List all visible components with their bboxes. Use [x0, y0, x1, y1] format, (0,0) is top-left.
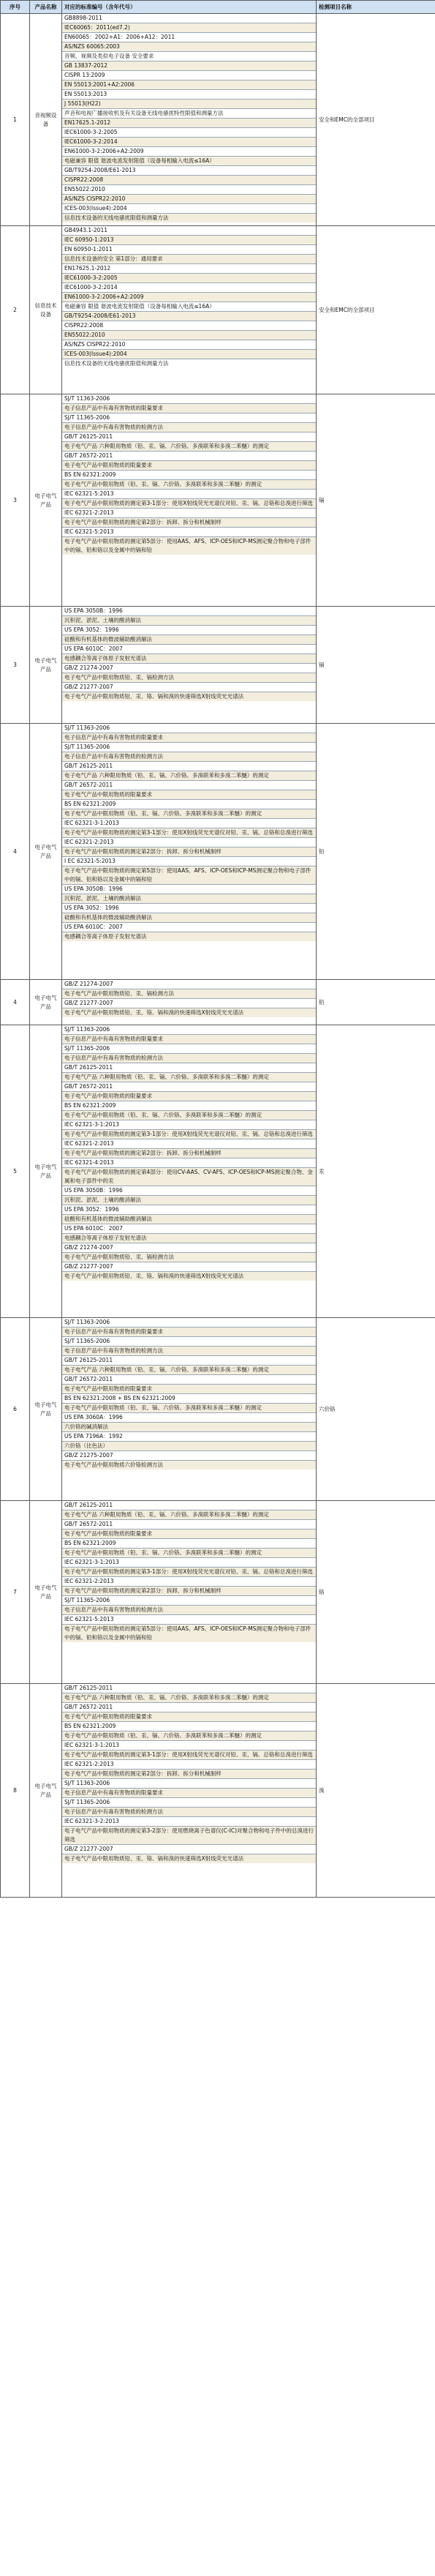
standard-line: GB/T 26125-2011 — [62, 1063, 316, 1073]
standard-line: SJ/T 11363-2006 — [62, 724, 316, 733]
standard-line: 电子电气产品中限用物质（铅、汞、镉、六价铬、多溴联苯和多溴二苯醚）的测定 — [62, 480, 316, 490]
row-standards — [62, 226, 317, 394]
standard-line: 六价铬（比色法） — [62, 1442, 316, 1451]
standard-line: IEC61000-3-2:2014 — [62, 283, 316, 293]
standard-line: GB/T 26572-2011 — [62, 452, 316, 461]
standard-line: 沉积泥、淤泥、土壤的酸消解法 — [62, 1196, 316, 1205]
standard-line: 电子电气产品中限用物质铅、汞、铬、镉和溴的快速筛选X射线荧光光谱法 — [62, 692, 316, 701]
standard-line: GB/T 26572-2011 — [62, 1082, 316, 1092]
row-serial: 6 — [1, 1318, 30, 1501]
row-serial: 2 — [1, 226, 30, 394]
standard-line: 电子电气产品中限用物质的测定第2部分：拆卸、拆分和机械制样 — [62, 1149, 316, 1158]
standard-line: IEC 62321-4:2013 — [62, 1158, 316, 1168]
standard-line: SJ/T 11365-2006 — [62, 1337, 316, 1347]
standard-line: IEC 62321-2:2013 — [62, 1577, 316, 1587]
standard-line: US EPA 3050B：1996 — [62, 607, 316, 616]
row-product-name: 音视频设备 — [30, 14, 62, 226]
standard-line: US EPA 3052：1996 — [62, 1205, 316, 1215]
standard-line: IEC 62321-3-1:2013 — [62, 1120, 316, 1130]
standard-line: 电子电气产品中限用物质的测定第3-1部分：使用X射线荧光光谱仪对铅、汞、镉、总铬和总溴进行筛选 — [62, 499, 316, 509]
table-row — [1, 1318, 435, 1501]
standard-line: IEC 62321-2:2013 — [62, 1139, 316, 1149]
standard-line: 电子电气产品中限用物质铅、汞、镉检测方法 — [62, 673, 316, 683]
table-row — [1, 724, 435, 980]
row-serial: 3 — [1, 607, 30, 724]
table-row — [1, 1025, 435, 1318]
standard-line: US EPA 6010C：2007 — [62, 645, 316, 654]
row-product-name: 电子电气产品 — [30, 394, 62, 607]
row-serial: 5 — [1, 1025, 30, 1318]
standard-line: 电子电气产品 六种限用物质（铅、汞、镉、六价铬、多溴联苯和多溴二苯醚）的测定 — [62, 771, 316, 781]
standard-line: 电子电气产品 六种限用物质（铅、汞、镉、六价铬、多溴联苯和多溴二苯醚）的测定 — [62, 1366, 316, 1375]
standard-line: 电子信息产品中有毒有害物质的检测方法 — [62, 1347, 316, 1356]
standard-line: 电子电气产品中限用物质的限量要求 — [62, 1712, 316, 1722]
row-standards — [62, 724, 317, 980]
standard-line: BS EN 62321:2009 — [62, 1539, 316, 1549]
standard-line: 电子信息产品中有毒有害物质的限量要求 — [62, 404, 316, 413]
standard-line: 电子信息产品中有毒有害物质的检测方法 — [62, 1606, 316, 1615]
standard-line: 电感耦合等离子体原子发射光谱法 — [62, 654, 316, 664]
row-test-item: 溴 — [317, 1684, 435, 1898]
row-serial: 8 — [1, 1684, 30, 1898]
standard-line: 电子电气产品 六种限用物质（铅、汞、镉、六价铬、多溴联苯和多溴二苯醚）的测定 — [62, 442, 316, 452]
standard-line: GB/T9254-2008/E61-2013 — [62, 166, 316, 176]
row-standards — [62, 980, 317, 1025]
standard-line: IEC 62321-5:2013 — [62, 528, 316, 537]
table-row — [1, 607, 435, 724]
standard-line: BS EN 62321:2009 — [62, 1101, 316, 1111]
standard-line: GB/T 26125-2011 — [62, 433, 316, 442]
standard-line: US EPA 3050B：1996 — [62, 885, 316, 894]
standard-line: 沉积泥、淤泥、土壤的酸消解法 — [62, 616, 316, 626]
standard-line: US EPA 3052：1996 — [62, 626, 316, 635]
standard-line: IEC61000-3-2:2005 — [62, 128, 316, 138]
standard-line: 电子电气产品中限用物质的限量要求 — [62, 1385, 316, 1394]
standard-line: 电子电气产品 六种限用物质（铅、汞、镉、六价铬、多溴联苯和多溴二苯醚）的测定 — [62, 1510, 316, 1520]
standard-line: I EC 62321-5:2013 — [62, 857, 316, 866]
standard-line: 电子电气产品中限用物质六价铬检测方法 — [62, 1461, 316, 1469]
standard-line: EN17625.1-2012 — [62, 119, 316, 128]
standard-line: IEC 62321-5:2013 — [62, 490, 316, 499]
standard-line: 电子信息产品中有毒有害物质的限量要求 — [62, 1789, 316, 1798]
standard-line: GB/T 26125-2011 — [62, 1356, 316, 1366]
standard-line: 沉积泥、淤泥、土壤的酸消解法 — [62, 894, 316, 904]
standard-line: 电子电气产品中限用物质（铅、汞、镉、六价铬、多溴联苯和多溴二苯醚）的测定 — [62, 809, 316, 819]
standard-line: AS/NZS CISPR22:2010 — [62, 195, 316, 204]
standard-line: EN 55013:2001+A2:2006 — [62, 80, 316, 90]
standard-line: 硅酸和有机基体的微波辅助酸消解法 — [62, 1215, 316, 1224]
standard-line: 电子电气产品中限用物质的限量要求 — [62, 1092, 316, 1101]
standard-line: 电磁兼容 限值 谐波电流发射限值（设备每相输入电流≤16A） — [62, 157, 316, 166]
row-test-item: 镉 — [317, 607, 435, 724]
standard-line: 电感耦合等离子体原子发射光谱法 — [62, 1234, 316, 1243]
standard-line: GB/T 26572-2011 — [62, 781, 316, 790]
standard-line: IEC60065：2011(ed7.2) — [62, 23, 316, 33]
header-serial: 序号 — [1, 1, 30, 14]
row-test-item: 铅 — [317, 980, 435, 1025]
standard-line: BS EN 62321:2009 — [62, 800, 316, 809]
row-standards — [62, 1501, 317, 1684]
standard-line: GB/T 26125-2011 — [62, 1684, 316, 1693]
standard-line: GB/T 26125-2011 — [62, 1501, 316, 1510]
standard-line: US EPA 3050B：1996 — [62, 1186, 316, 1196]
table-row — [1, 226, 435, 394]
standard-line: 信息技术设备的无线电骚扰限值和测量方法 — [64, 360, 169, 367]
standard-line: 电子信息产品中有毒有害物质的检测方法 — [62, 1808, 316, 1817]
standard-line: BS EN 62321:2009 — [62, 471, 316, 480]
standard-line: 电子电气产品中限用物质的测定第2部分：拆卸、拆分和机械制样 — [62, 847, 316, 857]
standard-line: 电子电气产品 六种限用物质（铅、汞、镉、六价铬、多溴联苯和多溴二苯醚）的测定 — [62, 1073, 316, 1082]
row-product-name: 电子电气产品 — [30, 980, 62, 1025]
row-product-name: 电子电气产品 — [30, 1684, 62, 1898]
table-row — [1, 1501, 435, 1684]
standard-line: SJ/T 11363-2006 — [62, 1318, 316, 1328]
standard-line: 电子电气产品中限用物质的测定第3-1部分：使用X射线荧光光谱仪对铅、汞、镉、总铬和总溴进行筛选 — [62, 1568, 316, 1577]
row-product-name: 电子电气产品 — [30, 1501, 62, 1684]
standard-line: EN55022:2010 — [62, 331, 316, 340]
standard-line: IEC 60950-1:2013 — [62, 236, 316, 245]
standard-line: AS/NZS CISPR22:2010 — [62, 340, 316, 350]
standard-line: AS/NZS 60065:2003 — [62, 42, 316, 52]
standard-line: GB/T9254-2008/E61-2013 — [62, 312, 316, 321]
standard-line: GB/Z 21277-2007 — [62, 1262, 316, 1272]
standard-line: GB4943.1-2011 — [62, 226, 316, 236]
standard-line: GB/Z 21274-2007 — [62, 1243, 316, 1253]
standard-line: EN17625.1-2012 — [62, 264, 316, 274]
standard-line: J 55013(H22) — [62, 100, 316, 109]
standard-line: GB/Z 21274-2007 — [62, 980, 316, 989]
row-test-item: 安全和EMC的全部项目 — [317, 14, 435, 226]
standard-line: SJ/T 11365-2006 — [62, 413, 316, 423]
row-serial: 1 — [1, 14, 30, 226]
standard-line: IEC61000-3-2:2005 — [62, 274, 316, 283]
standard-line: SJ/T 11365-2006 — [62, 1798, 316, 1808]
standard-line: 电子电气产品中限用物质（铅、汞、镉、六价铬、多溴联苯和多溴二苯醚）的测定 — [62, 1549, 316, 1558]
standard-line: 电子电气产品中限用物质的测定第4部分：使用CV-AAS、CV-AFS、ICP-OES和ICP-MS测定聚合物、金属和电子部件中的汞 — [62, 1168, 316, 1186]
standard-line: GB/T 26572-2011 — [62, 1375, 316, 1385]
row-serial: 4 — [1, 724, 30, 980]
standard-line: EN 60950-1:2011 — [62, 245, 316, 255]
standard-line: EN55022:2010 — [62, 185, 316, 195]
standard-line: CISPR22:2008 — [62, 176, 316, 185]
standard-line: 电子电气产品中限用物质（铅、汞、镉、六价铬、多溴联苯和多溴二苯醚）的测定 — [62, 1111, 316, 1120]
standard-line: 电子电气产品中限用物质铅、汞、镉检测方法 — [62, 1253, 316, 1262]
standard-line: 硅酸和有机基体的微波辅助酸消解法 — [62, 635, 316, 645]
row-product-name: 电子电气产品 — [30, 607, 62, 724]
standard-line: 电子电气产品 六种限用物质（铅、汞、镉、六价铬、多溴联苯和多溴二苯醚）的测定 — [62, 1693, 316, 1703]
standard-line: 电子电气产品中限用物质的限量要求 — [62, 1530, 316, 1539]
standard-line: 电子电气产品中限用物质（铅、汞、镉、六价铬、多溴联苯和多溴二苯醚）的测定 — [62, 1404, 316, 1413]
standard-line: 音频、视频及类似电子设备 安全要求 — [62, 52, 316, 61]
row-serial: 4 — [1, 980, 30, 1025]
standard-line: IEC 62321-3-1:2013 — [62, 819, 316, 828]
standard-line: EN61000-3-2:2006+A2:2009 — [62, 293, 316, 302]
standard-line: 六价铬的碱消解法 — [62, 1423, 316, 1432]
standard-line: GB/Z 21277-2007 — [62, 999, 316, 1008]
header-row — [1, 1, 435, 14]
standard-line: 硅酸和有机基体的微波辅助酸消解法 — [62, 913, 316, 923]
standard-line: IEC 62321-5:2013 — [62, 1615, 316, 1625]
standard-line: 电子电气产品中限用物质的测定第5部分：使用AAS、AFS、ICP-OES和ICP-MS测定聚合物和电子部件中的镉、铅和铬以及金属中的镉和铅 — [62, 1625, 316, 1642]
standard-line: ICES-003(Issue4):2004 — [62, 204, 316, 214]
standard-line: GB/T 26572-2011 — [62, 1520, 316, 1530]
standard-line: BS EN 62321:2009 — [62, 1722, 316, 1731]
standard-line: IEC 62321-2:2013 — [62, 509, 316, 518]
standard-line: 电子信息产品中有毒有害物质的检测方法 — [62, 1054, 316, 1063]
table-row — [1, 394, 435, 607]
standard-line: GB8898-2011 — [62, 14, 316, 23]
standard-line: BS EN 62321:2008 + BS EN 62321:2009 — [62, 1394, 316, 1404]
standard-line: 电子电气产品中限用物质的测定第5部分：使用AAS、AFS、ICP-OES和ICP-MS测定聚合物和电子部件中的镉、铅和铬以及金属中的镉和铅 — [62, 866, 316, 885]
row-standards — [62, 14, 317, 226]
row-product-name: 电子电气产品 — [30, 1318, 62, 1501]
standard-line: SJ/T 11363-2006 — [62, 1025, 316, 1035]
standard-line: 电子电气产品中限用物质的测定第3-1部分：使用X射线荧光光谱仪对铅、汞、镉、总铬和总溴进行筛选 — [62, 1751, 316, 1760]
standard-line: IEC 62321-3-1:2013 — [62, 1741, 316, 1751]
standard-line: 电子电气产品中限用物质铅、汞、铬、镉和溴的快速筛选X射线荧光光谱法 — [62, 1272, 316, 1281]
row-standards — [62, 607, 317, 724]
standard-line: GB/Z 21277-2007 — [62, 683, 316, 692]
standard-line: US EPA 6010C：2007 — [62, 923, 316, 932]
standard-line: IEC 62321-2:2013 — [62, 838, 316, 847]
standard-line: SJ/T 11363-2006 — [62, 394, 316, 404]
table-row — [1, 1684, 435, 1898]
row-test-item: 铅 — [317, 724, 435, 980]
table-body — [1, 14, 435, 1898]
standard-line: 声音和电视广播接收机及有关设备无线电骚扰特性限值和测量方法 — [62, 109, 316, 119]
standard-line: EN 55013:2013 — [62, 90, 316, 100]
standard-line: IEC 62321-3-2:2013 — [62, 1817, 316, 1827]
header-product-name: 产品名称 — [30, 1, 62, 14]
standard-line: GB/Z 21274-2007 — [62, 664, 316, 673]
standard-line: SJ/T 11365-2006 — [62, 1044, 316, 1054]
standard-line: 电子电气产品中限用物质铅、汞、镉检测方法 — [62, 989, 316, 999]
row-test-item: 六价铬 — [317, 1318, 435, 1501]
table-row — [1, 14, 435, 226]
standard-line: US EPA 7196A：1992 — [62, 1432, 316, 1442]
standard-line: 电子电气产品中限用物质的测定第2部分：拆卸、拆分和机械制样 — [62, 1770, 316, 1779]
standard-line: 电子电气产品中限用物质的测定第5部分：使用AAS、AFS、ICP-OES和ICP-MS测定聚合物和电子部件中的镉、铅和铬以及金属中的镉和铅 — [62, 537, 316, 555]
row-product-name: 电子电气产品 — [30, 1025, 62, 1318]
standard-line: 电子电气产品中限用物质铅、汞、铬、镉和溴的快速筛选X射线荧光光谱法 — [62, 1854, 316, 1863]
row-test-item: 安全和EMC的全部项目 — [317, 226, 435, 394]
standard-line: US EPA 3052：1996 — [62, 904, 316, 913]
standard-line: IEC 62321-3-1:2013 — [62, 1558, 316, 1568]
standard-line: 电子信息产品中有毒有害物质的检测方法 — [62, 423, 316, 433]
standard-line: SJ/T 11365-2006 — [62, 743, 316, 752]
standard-line: GB/T 26125-2011 — [62, 762, 316, 771]
standard-line: IEC61000-3-2:2014 — [62, 138, 316, 147]
row-standards — [62, 394, 317, 607]
standard-line: US EPA 6010C：2007 — [62, 1224, 316, 1234]
standard-line: 信息技术设备的无线电骚扰限值和测量方法 — [62, 214, 316, 222]
standard-line: US EPA 3060A：1996 — [62, 1413, 316, 1423]
standard-line: 电子电气产品中限用物质的测定第3-1部分：使用X射线荧光光谱仪对铅、汞、镉、总铬和总溴进行筛选 — [62, 1130, 316, 1139]
standard-line: EN60065：2002+A1：2006+A12：2011 — [62, 33, 316, 42]
row-test-item: 汞 — [317, 1025, 435, 1318]
standard-line: SJ/T 11363-2006 — [62, 1779, 316, 1789]
standard-line: EN61000-3-2:2006+A2:2009 — [62, 147, 316, 157]
standard-line: 电子电气产品中限用物质的测定第2部分：拆卸、拆分和机械制样 — [62, 1587, 316, 1596]
row-standards — [62, 1025, 317, 1318]
row-standards — [62, 1684, 317, 1898]
standard-line: 电感耦合等离子体原子发射光谱法 — [62, 932, 316, 941]
standard-line: 电子信息产品中有毒有害物质的检测方法 — [62, 752, 316, 762]
standard-line: 电磁兼容 限值 谐波电流发射限值（设备每相输入电流≤16A） — [62, 302, 316, 312]
row-test-item: 铬 — [317, 1501, 435, 1684]
standard-line: GB/Z 21275-2007 — [62, 1451, 316, 1461]
standard-line: CISPR 13:2009 — [62, 71, 316, 80]
standard-line: 电子信息产品中有毒有害物质的限量要求 — [62, 733, 316, 743]
row-standards — [62, 1318, 317, 1501]
standard-line: CISPR22:2008 — [62, 321, 316, 331]
standard-line: 电子电气产品中限用物质的测定第2部分：拆卸、拆分和机械制样 — [62, 518, 316, 528]
standard-line: 电子信息产品中有毒有害物质的限量要求 — [62, 1328, 316, 1337]
standard-line: 电子电气产品中限用物质的限量要求 — [62, 790, 316, 800]
table-row — [1, 980, 435, 1025]
standard-line: 电子电气产品中限用物质的测定第3-1部分：使用X射线荧光光谱仪对铅、汞、镉、总铬和总溴进行筛选 — [62, 828, 316, 838]
header-test-item: 检测项目名称 — [317, 1, 435, 14]
row-test-item: 镉 — [317, 394, 435, 607]
standard-line: GB/T 26572-2011 — [62, 1703, 316, 1712]
standard-line: GB/Z 21277-2007 — [62, 1845, 316, 1854]
row-serial: 3 — [1, 394, 30, 607]
standard-line: 电子电气产品中限用物质的测定第3-2部分：使用燃烧离子色谱仪(C-IC)对聚合物和电子件中的总溴进行筛选 — [62, 1827, 316, 1845]
standard-line: 信息技术设备的安全 第1部分：通用要求 — [62, 255, 316, 264]
standard-line: 电子信息产品中有毒有害物质的限量要求 — [62, 1035, 316, 1044]
row-product-name: 信息技术设备 — [30, 226, 62, 394]
standard-line: 电子电气产品中限用物质（铅、汞、镉、六价铬、多溴联苯和多溴二苯醚）的测定 — [62, 1731, 316, 1741]
standard-line: SJ/T 11365-2006 — [62, 1596, 316, 1606]
row-serial: 7 — [1, 1501, 30, 1684]
standard-line: GB 13837-2012 — [62, 61, 316, 71]
standard-line: 电子电气产品中限用物质的限量要求 — [62, 461, 316, 471]
standard-line: ICES-003(Issue4):2004 — [62, 350, 316, 359]
standard-line: IEC 62321-2:2013 — [62, 1760, 316, 1770]
standard-line: 电子电气产品中限用物质铅、汞、铬、镉和溴的快速筛选X射线荧光光谱法 — [62, 1008, 316, 1017]
header-standard-number: 对应的标准编号（含年代号） — [62, 1, 317, 14]
row-product-name: 电子电气产品 — [30, 724, 62, 980]
